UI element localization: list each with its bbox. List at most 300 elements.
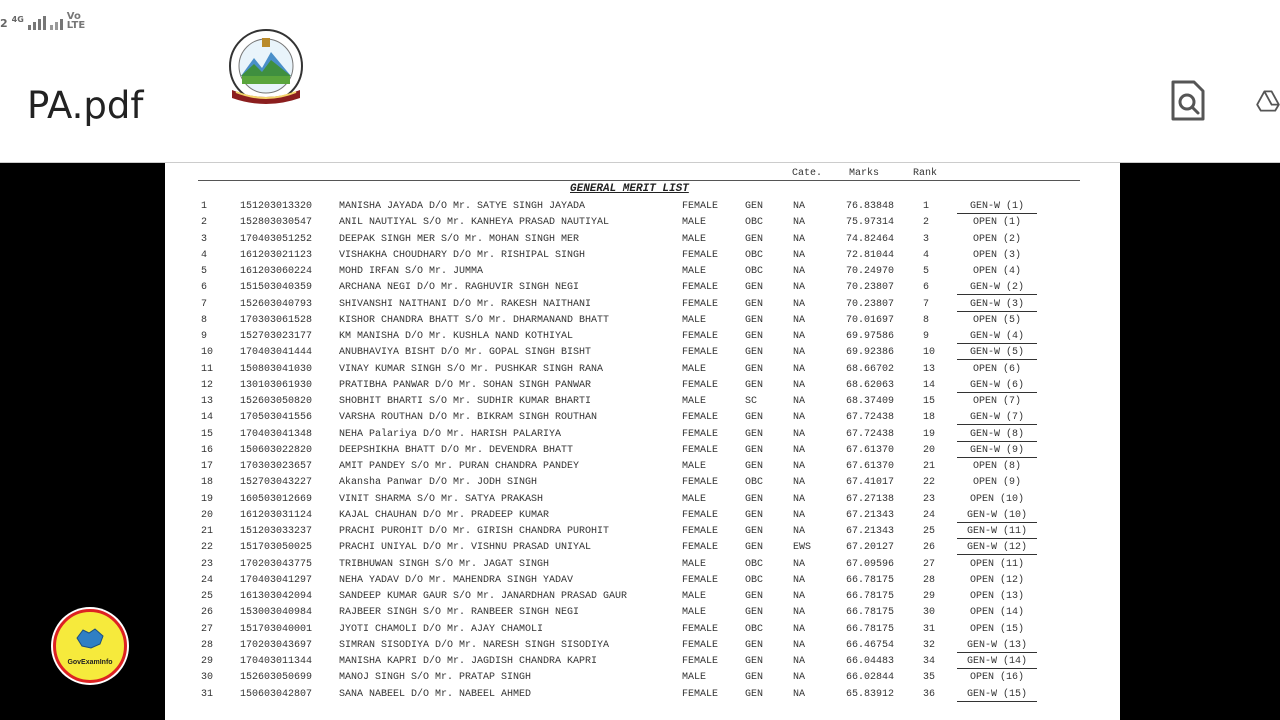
candidate-name: NEHA Palariya D/O Mr. HARISH PALARIYA [339,428,562,440]
candidate-name: SIMRAN SISODIYA D/O Mr. NARESH SINGH SISODIYA [339,639,610,651]
row-number: 14 [201,412,214,424]
roll-number: 170303023657 [240,461,313,472]
selection-result: OPEN (6) [972,363,1021,375]
sub-category: NA [793,591,806,602]
candidate-name: KM MANISHA D/O Mr. KUSHLA NAND KOTHIYAL [339,331,574,342]
rank: 6 [923,282,930,294]
selection-result: OPEN (2) [972,233,1021,245]
gender: FEMALE [682,444,719,456]
rank: 18 [923,412,936,424]
table-row [165,524,1120,540]
row-number: 11 [201,363,214,375]
category: GEN [745,201,764,212]
selection-result: GEN-W (4) [957,331,1037,344]
sub-category: NA [793,639,806,651]
row-number: 4 [201,249,208,261]
category: OBC [745,623,764,635]
roll-number: 151703050025 [240,542,313,554]
category: GEN [745,314,764,326]
row-number: 1 [201,201,208,212]
marks: 68.62063 [846,379,895,391]
marks: 74.82464 [846,233,895,245]
marks: 69.92386 [846,347,895,359]
sub-category: NA [793,672,806,684]
row-number: 29 [201,656,214,667]
roll-number: 130103061930 [240,379,313,391]
candidate-name: VISHAKHA CHOUDHARY D/O Mr. RISHIPAL SINGH [339,249,586,261]
selection-result: OPEN (3) [972,249,1021,261]
sub-category: NA [793,477,806,489]
roll-number: 150803041030 [240,363,313,375]
table-row [165,232,1120,248]
table-row [165,622,1120,638]
merit-table [165,199,1120,703]
row-number: 13 [201,396,214,407]
gender: FEMALE [682,249,719,261]
selection-result: GEN-W (12) [957,542,1037,555]
sub-category: NA [793,266,806,277]
sub-category: NA [793,249,806,261]
sub-category: NA [793,282,806,294]
candidate-name: MANISHA KAPRI D/O Mr. JAGDISH CHANDRA KAPRI [339,656,598,667]
row-number: 10 [201,347,214,359]
rank: 35 [923,672,936,684]
rank: 22 [923,477,936,489]
category: GEN [745,509,764,521]
rank: 28 [923,574,936,586]
candidate-name: KISHOR CHANDRA BHATT S/O Mr. DHARMANAND BHATT [339,314,610,326]
sub-category: NA [793,526,806,537]
sub-category: NA [793,217,806,229]
gender: MALE [682,591,707,602]
rank: 27 [923,558,936,570]
category: OBC [745,477,764,489]
category: OBC [745,574,764,586]
sub-category: NA [793,233,806,245]
row-number: 7 [201,298,208,310]
row-number: 28 [201,639,214,651]
drive-button[interactable] [1256,78,1280,124]
selection-result: OPEN (15) [969,623,1024,635]
gender: MALE [682,396,707,407]
candidate-name: SANDEEP KUMAR GAUR S/O Mr. JANARDHAN PRASAD GAUR [339,591,628,602]
roll-number: 153003040984 [240,607,313,619]
category: GEN [745,591,764,602]
selection-result: OPEN (4) [972,266,1021,277]
marks: 67.20127 [846,542,895,554]
marks: 66.78175 [846,574,895,586]
roll-number: 161203031124 [240,509,313,521]
selection-result: OPEN (14) [969,607,1024,619]
column-header-cate: Cate. [792,168,823,179]
row-number: 24 [201,574,214,586]
row-number: 22 [201,542,214,554]
table-row [165,362,1120,378]
rank: 32 [923,639,936,651]
candidate-name: DEEPAK SINGH MER S/O Mr. MOHAN SINGH MER [339,233,580,245]
table-row [165,670,1120,686]
sub-category: NA [793,656,806,667]
candidate-name: DEEPSHIKHA BHATT D/O Mr. DEVENDRA BHATT [339,444,574,456]
row-number: 23 [201,558,214,570]
drive-icon [1256,81,1280,121]
category: GEN [745,282,764,294]
category: GEN [745,233,764,245]
gender: FEMALE [682,688,719,700]
selection-result: GEN-W (11) [957,526,1037,539]
marks: 66.04483 [846,656,895,667]
rank: 20 [923,444,936,456]
roll-number: 152603040793 [240,298,313,310]
candidate-name: RAJBEER SINGH S/O Mr. RANBEER SINGH NEGI [339,607,580,619]
category: GEN [745,688,764,700]
selection-result: OPEN (1) [972,217,1021,229]
selection-result: OPEN (16) [969,672,1024,684]
signal-icon-2 [50,14,63,30]
roll-number: 151703040001 [240,623,313,635]
table-row [165,264,1120,280]
gender: MALE [682,233,707,245]
sub-category: NA [793,298,806,310]
roll-number: 152603050699 [240,672,313,684]
row-number: 31 [201,688,214,700]
row-number: 20 [201,509,214,521]
gender: FEMALE [682,428,719,440]
rank: 4 [923,249,930,261]
category: GEN [745,412,764,424]
row-number: 9 [201,331,208,342]
roll-number: 170203043697 [240,639,313,651]
row-number: 8 [201,314,208,326]
roll-number: 170403041348 [240,428,313,440]
gender: FEMALE [682,412,719,424]
marks: 72.81044 [846,249,895,261]
table-row [165,297,1120,313]
app-bar [0,0,1280,163]
network-type: 4G [11,15,24,24]
candidate-name: PRACHI PUROHIT D/O Mr. GIRISH CHANDRA PUROHIT [339,526,610,537]
sub-category: NA [793,623,806,635]
marks: 66.78175 [846,623,895,635]
sub-category: NA [793,509,806,521]
marks: 67.72438 [846,428,895,440]
row-number: 18 [201,477,214,489]
table-row [165,410,1120,426]
gender: MALE [682,217,707,229]
gender: FEMALE [682,542,719,554]
selection-result: GEN-W (1) [957,201,1037,214]
category: GEN [745,428,764,440]
category: GEN [745,639,764,651]
rank: 34 [923,656,936,667]
gender: FEMALE [682,201,719,212]
roll-number: 150603042807 [240,688,313,700]
marks: 75.97314 [846,217,895,229]
selection-result: OPEN (8) [972,461,1021,472]
gender: FEMALE [682,639,719,651]
category: GEN [745,526,764,537]
sub-category: NA [793,428,806,440]
table-row [165,215,1120,231]
row-number: 25 [201,591,214,602]
roll-number: 150603022820 [240,444,313,456]
map-icon [73,626,107,652]
selection-result: GEN-W (9) [957,445,1037,458]
table-row [165,459,1120,475]
candidate-name: Akansha Panwar D/O Mr. JODH SINGH [339,477,538,489]
table-row [165,540,1120,556]
roll-number: 161203060224 [240,266,313,277]
table-row [165,605,1120,621]
candidate-name: TRIBHUWAN SINGH S/O Mr. JAGAT SINGH [339,558,550,570]
marks: 67.09596 [846,558,895,570]
rank: 19 [923,428,936,440]
category: OBC [745,266,764,277]
rank: 24 [923,509,936,521]
selection-result: GEN-W (14) [957,656,1037,669]
row-number: 17 [201,461,214,472]
column-header-marks: Marks [849,168,880,179]
marks: 66.78175 [846,591,895,602]
sub-category: NA [793,607,806,619]
rank: 14 [923,379,936,391]
watermark-badge [53,609,127,683]
signal-icon [28,14,46,30]
selection-result: OPEN (9) [972,477,1021,489]
gender: MALE [682,363,707,375]
sub-category: NA [793,412,806,424]
gender: FEMALE [682,656,719,667]
rank: 15 [923,396,936,407]
rank: 2 [923,217,930,229]
roll-number: 160503012669 [240,493,313,505]
rank: 9 [923,331,930,342]
table-row [165,443,1120,459]
table-row [165,248,1120,264]
document-search-icon [1170,79,1206,123]
selection-result: OPEN (12) [969,574,1024,586]
roll-number: 161303042094 [240,591,313,602]
document-title: PA.pdf [27,84,144,127]
candidate-name: ANUBHAVIYA BISHT D/O Mr. GOPAL SINGH BISHT [339,347,592,359]
marks: 67.27138 [846,493,895,505]
category: GEN [745,607,764,619]
sub-category: NA [793,347,806,359]
table-row [165,573,1120,589]
sub-category: NA [793,574,806,586]
candidate-name: SHIVANSHI NAITHANI D/O Mr. RAKESH NAITHANI [339,298,592,310]
roll-number: 170403051252 [240,233,313,245]
marks: 65.83912 [846,688,895,700]
sub-category: EWS [793,542,812,554]
sub-category: NA [793,493,806,505]
rank: 5 [923,266,930,277]
marks: 68.37409 [846,396,895,407]
category: OBC [745,217,764,229]
table-row [165,427,1120,443]
rank: 8 [923,314,930,326]
selection-result: GEN-W (10) [957,510,1037,523]
watermark-text: GovExamInfo [67,659,113,666]
rank: 26 [923,542,936,554]
sub-category: NA [793,444,806,456]
search-in-document-button[interactable] [1168,78,1208,124]
gender: FEMALE [682,623,719,635]
rank: 23 [923,493,936,505]
sub-category: NA [793,314,806,326]
row-number: 19 [201,493,214,505]
roll-number: 170403041297 [240,574,313,586]
sub-category: NA [793,201,806,212]
merit-list-heading: GENERAL MERIT LIST [570,183,689,195]
roll-number: 152603050820 [240,396,313,407]
column-header-rank: Rank [913,168,938,179]
row-number: 12 [201,379,214,391]
selection-result: OPEN (7) [972,396,1021,407]
status-bar [0,12,85,30]
table-row [165,492,1120,508]
candidate-name: VARSHA ROUTHAN D/O Mr. BIKRAM SINGH ROUTHAN [339,412,598,424]
sub-category: NA [793,688,806,700]
gender: FEMALE [682,282,719,294]
gender: MALE [682,672,707,684]
row-number: 15 [201,428,214,440]
sub-category: NA [793,558,806,570]
marks: 70.23807 [846,282,895,294]
roll-number: 151203033237 [240,526,313,537]
marks: 70.23807 [846,298,895,310]
roll-number: 170303061528 [240,314,313,326]
roll-number: 151503040359 [240,282,313,294]
category: GEN [745,461,764,472]
roll-number: 152803030547 [240,217,313,229]
volte-icon: Vo LTE [66,11,86,31]
candidate-name: PRACHI UNIYAL D/O Mr. VISHNU PRASAD UNIYAL [339,542,592,554]
candidate-name: SANA NABEEL D/O Mr. NABEEL AHMED [339,688,532,700]
table-row [165,199,1120,215]
marks: 66.46754 [846,639,895,651]
rank: 31 [923,623,936,635]
sub-category: NA [793,379,806,391]
row-number: 3 [201,233,208,245]
selection-result: OPEN (5) [972,314,1021,326]
roll-number: 152703023177 [240,331,313,342]
candidate-name: MANISHA JAYADA D/O Mr. SATYE SINGH JAYADA [339,201,586,212]
gender: MALE [682,558,707,570]
row-number: 21 [201,526,214,537]
gender: FEMALE [682,347,719,359]
sub-category: NA [793,461,806,472]
gender: FEMALE [682,331,719,342]
gender: FEMALE [682,477,719,489]
candidate-name: ANIL NAUTIYAL S/O Mr. KANHEYA PRASAD NAUTIYAL [339,217,610,229]
marks: 67.21343 [846,526,895,537]
row-number: 5 [201,266,208,277]
marks: 67.72438 [846,412,895,424]
candidate-name: VINAY KUMAR SINGH S/O Mr. PUSHKAR SINGH RANA [339,363,604,375]
rank: 3 [923,233,930,245]
candidate-name: PRATIBHA PANWAR D/O Mr. SOHAN SINGH PANWAR [339,379,592,391]
gender: MALE [682,607,707,619]
marks: 76.83848 [846,201,895,212]
toolbar-actions [1168,78,1280,124]
sub-category: NA [793,396,806,407]
table-row [165,508,1120,524]
category: SC [745,396,758,407]
table-row [165,280,1120,296]
marks: 67.41017 [846,477,895,489]
gender: MALE [682,461,707,472]
candidate-name: VINIT SHARMA S/O Mr. SATYA PRAKASH [339,493,544,505]
pdf-page[interactable] [165,163,1120,720]
category: OBC [745,249,764,261]
marks: 66.78175 [846,607,895,619]
rank: 36 [923,688,936,700]
selection-result: GEN-W (5) [957,347,1037,360]
rank: 21 [923,461,936,472]
rank: 30 [923,607,936,619]
category: GEN [745,493,764,505]
carrier-indicator: 2 [0,17,8,30]
table-row [165,687,1120,703]
rank: 25 [923,526,936,537]
category: OBC [745,558,764,570]
row-number: 30 [201,672,214,684]
rank: 7 [923,298,930,310]
selection-result: GEN-W (6) [957,380,1037,393]
marks: 70.24970 [846,266,895,277]
candidate-name: ARCHANA NEGI D/O Mr. RAGHUVIR SINGH NEGI [339,282,580,294]
category: GEN [745,656,764,667]
marks: 66.02844 [846,672,895,684]
table-row [165,557,1120,573]
selection-result: GEN-W (2) [957,282,1037,295]
category: GEN [745,444,764,456]
row-number: 6 [201,282,208,294]
gender: FEMALE [682,298,719,310]
candidate-name: NEHA YADAV D/O Mr. MAHENDRA SINGH YADAV [339,574,574,586]
category: GEN [745,363,764,375]
roll-number: 170403011344 [240,656,313,667]
emblem-logo [226,28,306,108]
sub-category: NA [793,363,806,375]
rank: 10 [923,347,936,359]
table-row [165,313,1120,329]
candidate-name: MANOJ SINGH S/O Mr. PRATAP SINGH [339,672,532,684]
candidate-name: AMIT PANDEY S/O Mr. PURAN CHANDRA PANDEY [339,461,580,472]
category: GEN [745,347,764,359]
selection-result: OPEN (13) [969,591,1024,602]
gender: FEMALE [682,509,719,521]
gender: MALE [682,314,707,326]
candidate-name: MOHD IRFAN S/O Mr. JUMMA [339,266,484,277]
gender: MALE [682,266,707,277]
roll-number: 151203013320 [240,201,313,212]
candidate-name: SHOBHIT BHARTI S/O Mr. SUDHIR KUMAR BHARTI [339,396,592,407]
marks: 67.61370 [846,461,895,472]
row-number: 2 [201,217,208,229]
row-number: 26 [201,607,214,619]
candidate-name: KAJAL CHAUHAN D/O Mr. PRADEEP KUMAR [339,509,550,521]
selection-result: OPEN (11) [969,558,1024,570]
gender: MALE [682,493,707,505]
category: GEN [745,542,764,554]
table-row [165,475,1120,491]
table-row [165,654,1120,670]
roll-number: 161203021123 [240,249,313,261]
selection-result: GEN-W (7) [957,412,1037,425]
selection-result: GEN-W (8) [957,429,1037,442]
